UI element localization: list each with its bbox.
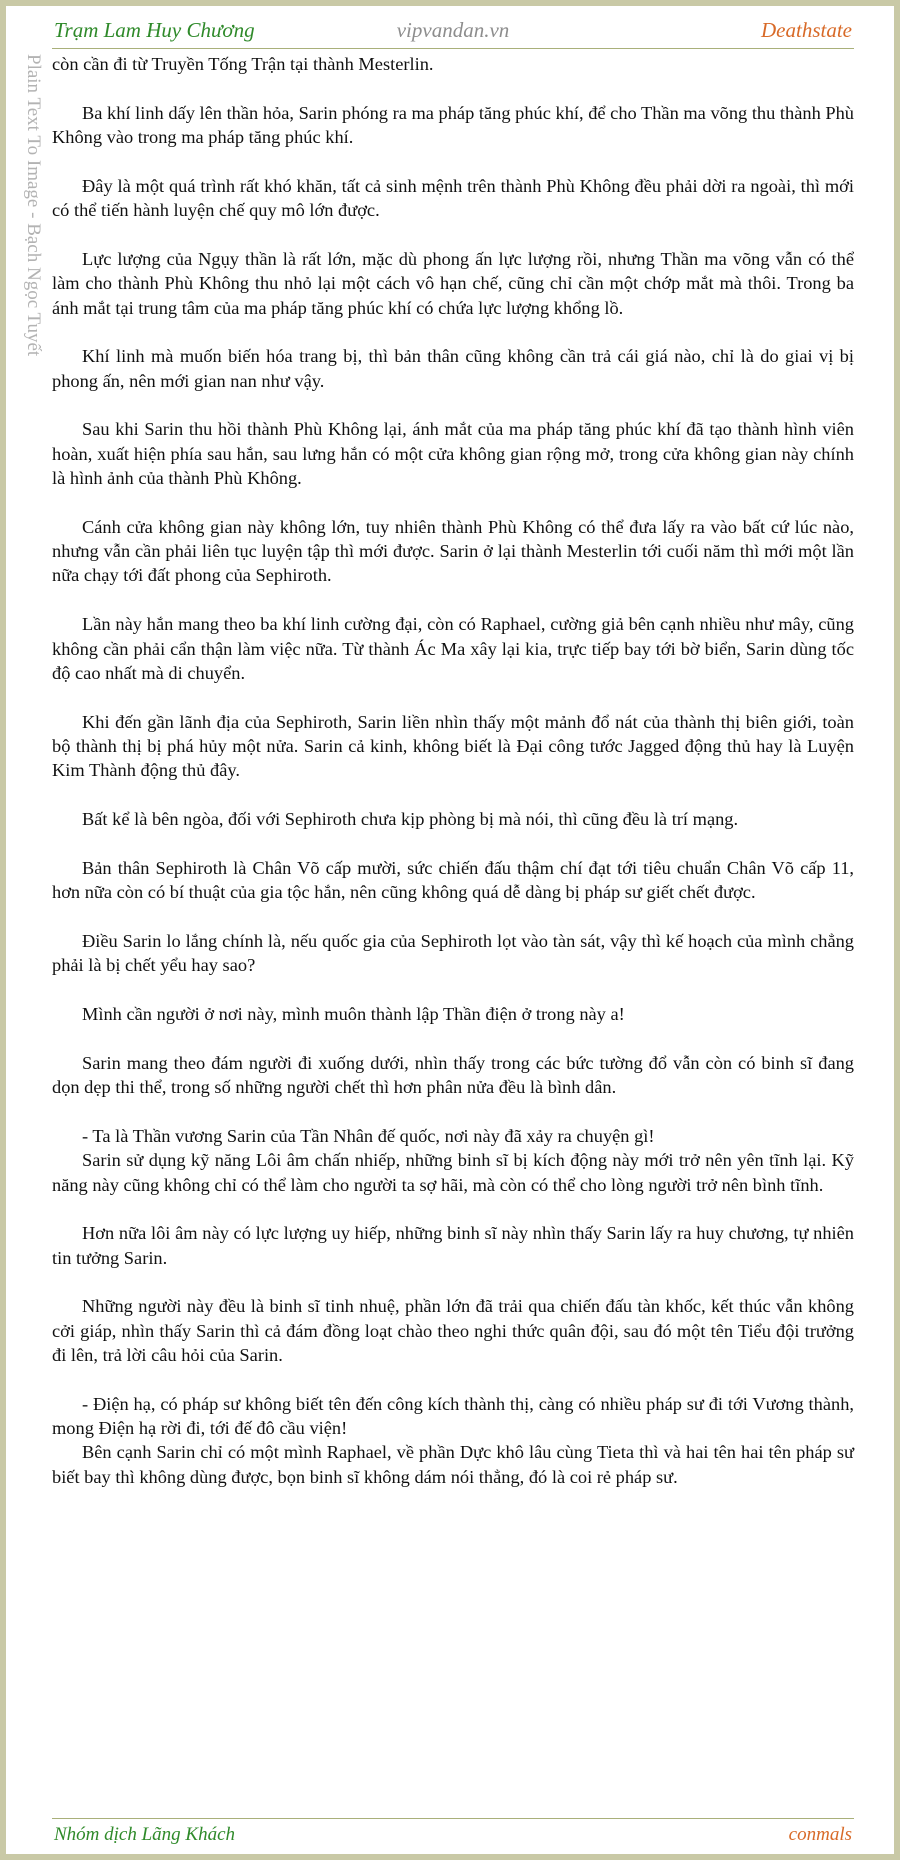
paragraph: còn cần đi từ Truyền Tống Trận tại thành Mesterlin. <box>52 54 434 74</box>
paragraph: Ba khí linh dấy lên thần hỏa, Sarin phóng ra ma pháp tăng phúc khí, để cho Thần ma võng thu thành Phù Không vào trong ma pháp tăng phúc khí. <box>52 102 854 148</box>
footer-editor: conmals <box>788 1824 852 1845</box>
header-author: Deathstate <box>761 18 852 42</box>
footer-translator: Nhóm dịch Lãng Khách <box>54 1824 236 1845</box>
paragraph: Lần này hắn mang theo ba khí linh cường đại, còn có Raphael, cường giả bên cạnh nhiều như mây, cũng không cần phải cẩn thận làm việc nữa. Từ thành Ác Ma xây lại kia, trực tiếp bay tới bờ biển, Sarin dùng tốc độ cao nhất mà di chuyển. <box>52 614 854 683</box>
header-title: Trạm Lam Huy Chương <box>54 18 255 42</box>
paragraph: Bên cạnh Sarin chỉ có một mình Raphael, về phần Dực khô lâu cùng Tieta thì và hai tên hai tên pháp sư biết bay thì không dùng được, bọn binh sĩ không dám nói thẳng, đó là coi rẻ pháp sư. <box>52 1442 854 1487</box>
side-watermark <box>10 54 44 414</box>
paragraph: Sau khi Sarin thu hồi thành Phù Không lại, ánh mắt của ma pháp tăng phúc khí đã tạo thành hình viên hoàn, xuất hiện phía sau hắn, sau lưng hắn có một cửa không gian rộng mở, trong cửa không gian này chính là hình ảnh của thành Phù Không. <box>52 419 854 489</box>
paragraph: Hơn nữa lôi âm này có lực lượng uy hiếp, những binh sĩ này nhìn thấy Sarin lấy ra huy chương, tự nhiên tin tưởng Sarin. <box>52 1223 854 1268</box>
paragraph: Điều Sarin lo lắng chính là, nếu quốc gia của Sephiroth lọt vào tàn sát, vậy thì kế hoạch của mình chẳng phải là bị chết yểu hay sao? <box>52 930 854 976</box>
side-watermark-text: Plain Text To Image - Bạch Ngọc Tuyết <box>23 54 44 357</box>
paragraph: Cánh cửa không gian này không lớn, tuy nhiên thành Phù Không có thể đưa lấy ra vào bất cứ lúc nào, nhưng vẫn cần phải liên tục luyện tập thì mới được. Sarin ở lại thành Mesterlin tới cuối năm thì mới một lần nữa chạy tới đất phong của Sephiroth. <box>52 516 854 586</box>
paragraph: Bất kể là bên ngòa, đối với Sephiroth chưa kịp phòng bị mà nói, thì cũng đều là trí mạng. <box>82 809 739 830</box>
paragraph: Mình cần người ở nơi này, mình muôn thành lập Thần điện ở trong này a! <box>82 1004 625 1025</box>
paragraph: Khí linh mà muốn biến hóa trang bị, thì bản thân cũng không cần trả cái giá nào, chỉ là do giai vị bị phong ấn, nên mới gian nan như vậy. <box>52 346 854 391</box>
paragraph: Lực lượng của Ngụy thần là rất lớn, mặc dù phong ấn lực lượng rồi, nhưng Thần ma võng vẫn có thể làm cho thành Phù Không thu nhỏ lại một cách vô hạn chế, cũng chỉ cần một chớp mắt mà thôi. Trong ba ánh mắt tại trung tâm của ma pháp tăng phúc khí có chứa lực lượng khổng lồ. <box>52 248 854 318</box>
paragraph: Đây là một quá trình rất khó khăn, tất cả sinh mệnh trên thành Phù Không đều phải dời ra ngoài, thì mới có thể tiến hành luyện chế quy mô lớn được. <box>52 175 854 221</box>
paragraph: Những người này đều là binh sĩ tinh nhuệ, phần lớn đã trải qua chiến đấu tàn khốc, kết thúc vẫn không cởi giáp, nhìn thấy Sarin thì cả đám đồng loạt chào theo nghi thức quân đội, sau đó một tên Tiểu đội trưởng đi lên, trả lời câu hỏi của Sarin. <box>52 1296 854 1365</box>
chapter-content <box>52 52 854 1513</box>
page <box>6 6 894 1854</box>
dialogue-line: - Điện hạ, có pháp sư không biết tên đến công kích thành thị, càng có nhiều pháp sư đi tới Vương thành, mong Điện hạ rời đi, tới đế đô cầu viện! <box>52 1393 854 1439</box>
page-header <box>52 10 854 49</box>
page-footer <box>52 1818 854 1853</box>
paragraph: Khi đến gần lãnh địa của Sephiroth, Sarin liền nhìn thấy một mảnh đổ nát của thành thị biên giới, toàn bộ thành thị bị phá hủy một nửa. Sarin cả kinh, không biết là Đại công tước Jagged động thủ hay là Luyện Kim Thành động thủ đây. <box>52 711 854 781</box>
header-site: vipvandan.vn <box>396 18 510 42</box>
dialogue-line: - Ta là Thần vương Sarin của Tần Nhân đế quốc, nơi này đã xảy ra chuyện gì! <box>82 1125 655 1146</box>
paragraph: Sarin sử dụng kỹ năng Lôi âm chấn nhiếp, những binh sĩ bị kích động này mới trở nên yên tĩnh lại. Kỹ năng này cũng không chỉ có thể làm cho người ta sợ hãi, mà còn có thể cho lòng người trở nên bình tĩnh. <box>52 1150 854 1195</box>
paragraph: Bản thân Sephiroth là Chân Võ cấp mười, sức chiến đấu thậm chí đạt tới tiêu chuẩn Chân Võ cấp 11, hơn nữa còn có bí thuật của gia tộc hắn, nên cũng không quá dễ dàng bị pháp sư giết chết được. <box>52 857 854 903</box>
paragraph: Sarin mang theo đám người đi xuống dưới, nhìn thấy trong các bức tường đổ vẫn còn có binh sĩ đang dọn dẹp thi thể, trong số những người chết thì hơn phân nửa đều là bình dân. <box>52 1052 854 1098</box>
